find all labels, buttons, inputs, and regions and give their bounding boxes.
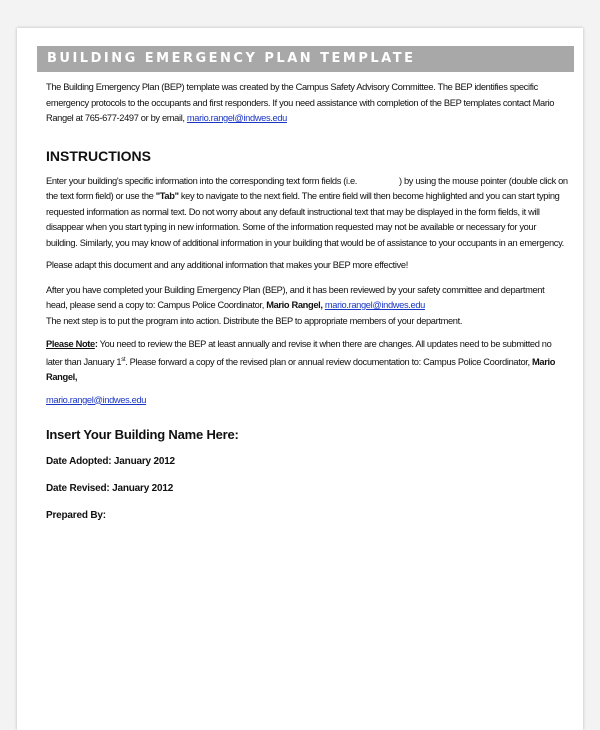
instructions-text: After you have completed your Building Emergency Plan (BEP), and it has been reviewed by your safety committee and department head, please send a copy to: Campus Police Coordinator,: [46, 284, 545, 310]
document-page: [17, 28, 583, 730]
instructions-text: ) by using the mouse pointer (double click on the text form field) or use the: [46, 175, 568, 201]
note-colon: :: [94, 339, 98, 349]
instructions-text: Enter your building's specific information into the corresponding text form fields (i.e.: [46, 175, 357, 186]
intro-text: The Building Emergency Plan (BEP) template was created by the Campus Safety Advisory Committee. The BEP identifies specific emergency protocols to the occupants and first responders. If you need assistance with completion of the BEP templates contact Mario Rangel at 765-677-2497 or by email,: [46, 82, 555, 123]
note-superscript: st: [121, 356, 126, 363]
building-name-heading: Insert Your Building Name Here:: [46, 427, 239, 443]
note-email-paragraph: [46, 393, 568, 409]
instructions-paragraph-2: Please adapt this document and any additional information that makes your BEP more effective!: [46, 260, 408, 270]
intro-paragraph: [46, 80, 568, 127]
instructions-paragraph-3: [46, 283, 568, 314]
note-text: You need to review the BEP at least annually and revise it when there are changes. All updates need to be submitted no later than January 1: [46, 339, 552, 367]
coordinator-name: Mario Rangel,: [266, 300, 323, 310]
note-paragraph: [46, 337, 568, 386]
document-body: [46, 80, 568, 521]
date-adopted-label: Date Adopted: January 2012: [46, 456, 175, 468]
document-title-banner: BUILDING EMERGENCY PLAN TEMPLATE: [37, 46, 574, 72]
instructions-heading: INSTRUCTIONS: [46, 147, 151, 164]
prepared-by-label: Prepared By:: [46, 510, 106, 522]
note-label: Please Note: [46, 339, 95, 349]
instructions-text: key to navigate to the next field. The entire field will then become highlighted and you can start typing requested information as normal text. Do not worry about any default instructional text that may be displayed in the form fields, it will disappear when you start typing in new information. Some of the information requested may not be available or necessary for your building. Similarly, you may know of additional information in your building that would be of assistance to your occupants in an emergency.: [46, 191, 564, 248]
note-text: . Please forward a copy of the revised plan or annual review documentation to: Campus Police Coordinator,: [125, 356, 532, 367]
instructions-paragraph-1: [46, 174, 568, 252]
tab-key-word: "Tab": [155, 191, 179, 201]
note-email-link[interactable]: mario.rangel@indwes.edu: [46, 394, 147, 405]
coordinator-email-link[interactable]: mario.rangel@indwes.edu: [324, 300, 425, 310]
intro-email-link[interactable]: mario.rangel@indwes.edu: [186, 113, 288, 123]
instructions-paragraph-4: The next step is to put the program into action. Distribute the BEP to appropriate members of your department.: [46, 315, 463, 326]
note-coordinator-name: Mario Rangel,: [46, 356, 556, 383]
date-revised-label: Date Revised: January 2012: [46, 483, 174, 495]
